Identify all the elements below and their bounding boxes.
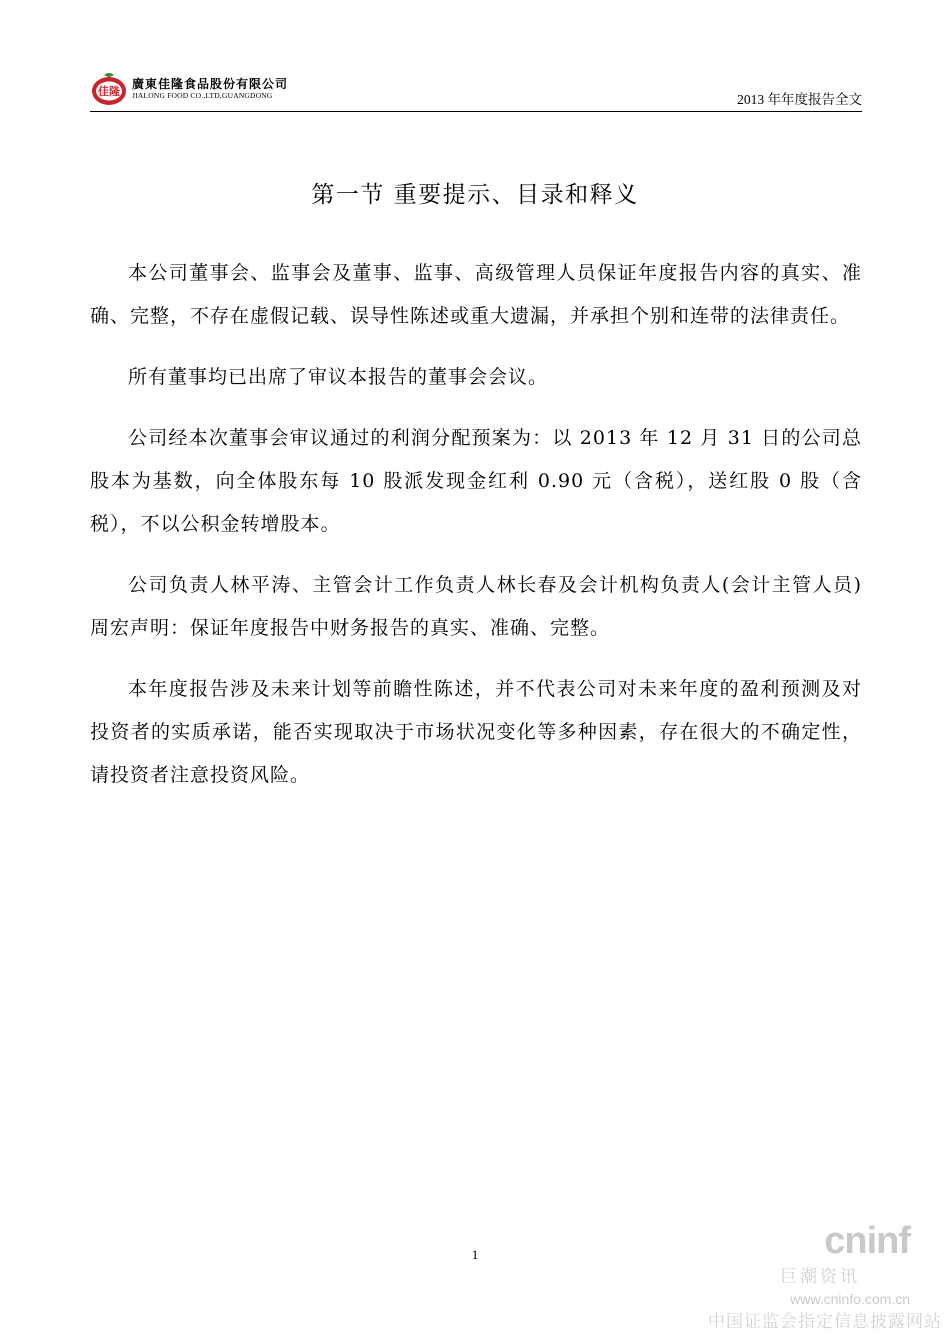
report-title: 2013 年年度报告全文 bbox=[737, 92, 862, 107]
paragraph-responsibility: 本公司董事会、监事会及董事、监事、高级管理人员保证年度报告内容的真实、准确、完整，不存在虚假记载、误导性陈述或重大遗漏，并承担个别和连带的法律责任。 bbox=[90, 262, 862, 327]
watermark-brand: cninf bbox=[824, 1220, 910, 1262]
section-title: 第一节 重要提示、目录和释义 bbox=[311, 182, 639, 208]
watermark-footer: 中国证监会指定信息披露网站 bbox=[708, 1312, 942, 1332]
paragraph-forward-looking: 本年度报告涉及未来计划等前瞻性陈述，并不代表公司对未来年度的盈利预测及对投资者的实质承诺，能否实现取决于市场状况变化等多种因素，存在很大的不确定性，请投资者注意投资风险。 bbox=[90, 678, 862, 786]
header-divider bbox=[90, 111, 862, 112]
page-number: 1 bbox=[471, 1247, 479, 1262]
company-name-en: JIALONG FOOD CO.,LTD,GUANGDONG bbox=[132, 91, 273, 101]
paragraph-dividend: 公司经本次董事会审议通过的利润分配预案为：以 2013 年 12 月 31 日的公司总股本为基数，向全体股东每 10 股派发现金红利 0.90 元（含税），送红股 0 股（含税），不以公积金转增股本。 bbox=[90, 427, 862, 535]
company-logo bbox=[90, 70, 288, 108]
body-text bbox=[90, 252, 862, 815]
paragraph-declaration: 公司负责人林平涛、主管会计工作负责人林长春及会计机构负责人(会计主管人员)周宏声明：保证年度报告中财务报告的真实、准确、完整。 bbox=[90, 574, 862, 639]
page-header bbox=[90, 70, 862, 112]
logo-badge-text: 佳隆 bbox=[98, 85, 120, 98]
watermark-url: www.cninfo.com.cn bbox=[790, 1291, 910, 1307]
watermark-brand-cn: 巨潮资讯 bbox=[780, 1267, 860, 1287]
tomato-logo-icon bbox=[90, 70, 128, 108]
logo-text-block bbox=[132, 78, 288, 100]
paragraph-attendance: 所有董事均已出席了审议本报告的董事会会议。 bbox=[128, 366, 549, 388]
company-name-cn: 廣東佳隆食品股份有限公司 bbox=[132, 77, 289, 92]
cninfo-watermark bbox=[740, 1222, 910, 1307]
